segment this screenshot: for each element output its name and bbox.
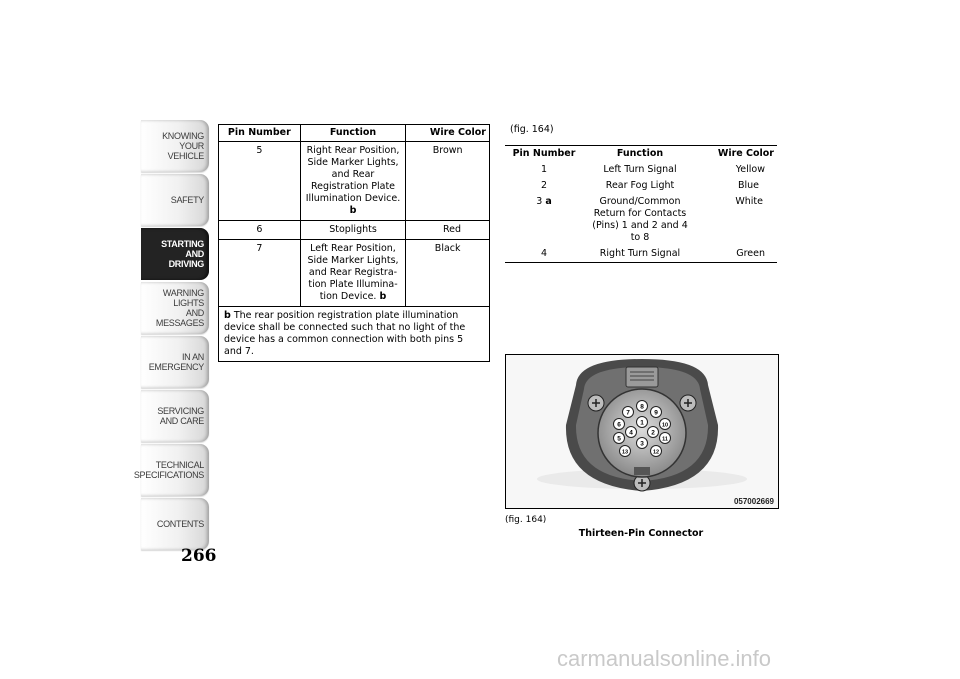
- pin-number: 5: [219, 142, 301, 221]
- footnote-ref: b: [349, 205, 357, 216]
- tab-label: WARNING LIGHTS AND MESSAGES: [155, 288, 204, 328]
- wire-color: Black: [406, 240, 490, 307]
- wire-color: Brown: [406, 142, 490, 221]
- wire-color: Green: [736, 248, 765, 259]
- figure-code: 057002669: [733, 497, 774, 506]
- column-header: Function: [616, 148, 664, 159]
- svg-text:3: 3: [640, 440, 644, 448]
- pin-3: [637, 438, 648, 449]
- footnote-text: The rear position registration plate illumination device shall be connected such that no light of the device has a common connection with both pins 5 and 7.: [224, 310, 466, 357]
- column-header: Wire Color: [406, 125, 490, 142]
- pin-function: Right Rear Position, Side Marker Lights, and Rear Registration Plate Illumination Device. b: [300, 142, 406, 221]
- pin-7: [623, 407, 634, 418]
- footnote-row: [219, 307, 490, 362]
- figure-title: Thirteen-Pin Connector: [578, 528, 704, 539]
- pin-function: Ground/Common Return for Contacts (Pins) 1 and 2 and 4 to 8: [592, 196, 688, 243]
- table-row: [219, 240, 490, 307]
- svg-text:13: 13: [621, 449, 629, 456]
- mounting-screw-icon: [588, 395, 604, 411]
- tab-in-an-emergency[interactable]: [141, 336, 209, 388]
- tab-safety[interactable]: [141, 174, 209, 226]
- column-header: Wire Color: [717, 148, 774, 159]
- tab-starting-and-driving[interactable]: [141, 228, 209, 280]
- tab-label: KNOWING YOUR VEHICLE: [162, 131, 204, 161]
- wire-color: Red: [406, 221, 490, 240]
- mounting-screw-icon: [680, 395, 696, 411]
- svg-text:4: 4: [629, 429, 633, 437]
- tab-label: TECHNICAL SPECIFICATIONS: [133, 460, 204, 480]
- svg-text:9: 9: [654, 409, 658, 417]
- svg-text:10: 10: [661, 422, 669, 429]
- chapter-tabs: [133, 120, 209, 552]
- pin-function: Left Turn Signal: [603, 164, 677, 175]
- table-row: [505, 194, 777, 246]
- connector-illustration: [506, 355, 778, 508]
- svg-text:7: 7: [626, 409, 630, 417]
- tab-technical-specifications[interactable]: [133, 444, 209, 496]
- tab-servicing-and-care[interactable]: [141, 390, 209, 442]
- pin-10: [660, 419, 671, 430]
- tab-knowing-your-vehicle[interactable]: [141, 120, 209, 172]
- thirteen-pin-table: [505, 145, 777, 263]
- column-header: Pin Number: [219, 125, 301, 142]
- tab-warning-lights-and-messages[interactable]: [141, 282, 209, 334]
- wiring-table-continued: [218, 124, 490, 362]
- footnote-marker: b: [224, 310, 231, 321]
- column-header: Function: [300, 125, 406, 142]
- pin-function: Rear Fog Light: [605, 180, 675, 191]
- pin-11: [660, 433, 671, 444]
- tab-label: STARTING AND DRIVING: [161, 239, 204, 269]
- tab-contents[interactable]: [141, 498, 209, 550]
- pin-function: Stoplights: [300, 221, 406, 240]
- svg-text:5: 5: [617, 435, 621, 443]
- footnote-ref: b: [379, 291, 387, 302]
- footnote-ref: a: [545, 196, 552, 207]
- tab-label: CONTENTS: [156, 519, 204, 529]
- pin-5: [614, 433, 625, 444]
- pin-number: 6: [219, 221, 301, 240]
- pin-function: Left Rear Position, Side Marker Lights, and Rear Registra- tion Plate Illumina- tion Device. b: [300, 240, 406, 307]
- watermark: carmanualsonline.info: [557, 646, 772, 671]
- pin-13: [620, 446, 631, 457]
- pin-number: 7: [219, 240, 301, 307]
- pin-8: [637, 401, 648, 412]
- tab-label: IN AN EMERGENCY: [148, 352, 204, 372]
- pin-number: 2: [540, 180, 548, 191]
- svg-text:1: 1: [640, 419, 644, 427]
- svg-text:8: 8: [640, 403, 644, 411]
- pin-6: [614, 419, 625, 430]
- pin-12: [651, 446, 662, 457]
- pin-9: [651, 407, 662, 418]
- pin-number: 1: [540, 164, 548, 175]
- svg-text:6: 6: [617, 421, 621, 429]
- table-row: [219, 221, 490, 240]
- figure-reference: (fig. 164): [510, 124, 554, 135]
- footnote: [219, 307, 490, 362]
- connector-figure: [505, 354, 779, 509]
- wire-color: White: [735, 196, 763, 207]
- pin-number: 3 a: [536, 196, 552, 207]
- wire-color: Blue: [737, 180, 759, 191]
- figure-caption: (fig. 164): [505, 515, 547, 525]
- page-number: 266: [181, 546, 217, 566]
- svg-text:2: 2: [651, 429, 655, 437]
- pin-function: Right Turn Signal: [599, 248, 681, 259]
- tab-label: SERVICING AND CARE: [157, 406, 204, 426]
- pin-4: [626, 427, 637, 438]
- table-row: [505, 246, 777, 263]
- table-row: [219, 142, 490, 221]
- tab-label: SAFETY: [170, 195, 204, 205]
- table-row: [505, 162, 777, 178]
- pin-2: [648, 427, 659, 438]
- svg-text:11: 11: [662, 436, 668, 443]
- pin-1: [637, 417, 648, 428]
- pin-number: 4: [540, 248, 548, 259]
- table-row: [505, 178, 777, 194]
- wire-color: Yellow: [735, 164, 765, 175]
- column-header: Pin Number: [512, 148, 576, 159]
- svg-text:12: 12: [652, 449, 660, 456]
